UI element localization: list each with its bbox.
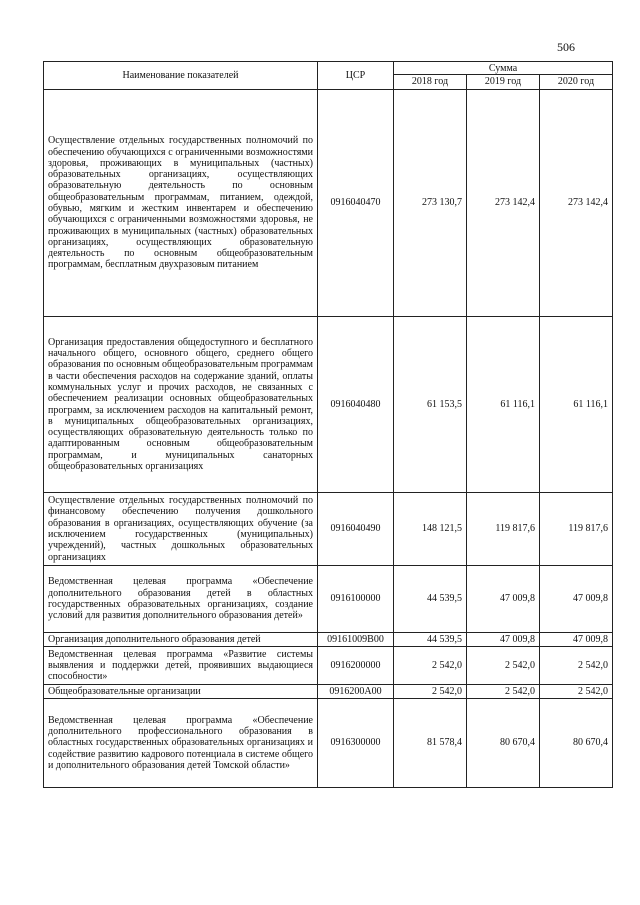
table-row xyxy=(44,90,613,317)
row-value-2018: 61 153,5 xyxy=(394,317,467,493)
row-csr: 0916300000 xyxy=(318,699,394,788)
row-csr: 09161009В00 xyxy=(318,633,394,647)
row-name: Общеобразовательные организации xyxy=(44,685,318,699)
row-value-2019: 47 009,8 xyxy=(467,633,540,647)
table-row xyxy=(44,317,613,493)
header-year-2019: 2019 год xyxy=(467,75,540,90)
header-sum: Сумма xyxy=(394,62,613,75)
row-value-2019: 61 116,1 xyxy=(467,317,540,493)
row-name: Организация предоставления общедоступного и бесплатного начального общего, основного общего, среднего общего образования по основным общеобразовательным программам в части обеспечения расходов на содержание зданий, оплаты коммунальных услуг и прочих расходов, не связанных с обеспечением реализации основных общеобразовательных программ, за исключением расходов на капитальный ремонт, в муниципальных общеобразовательных организациях, осуществляющих образовательную деятельность только по адаптированным основным общеобразовательным программам, и муниципальных санаторных общеобразовательных организациях xyxy=(44,317,318,493)
row-value-2020: 47 009,8 xyxy=(540,566,613,633)
row-value-2019: 2 542,0 xyxy=(467,647,540,685)
row-value-2018: 81 578,4 xyxy=(394,699,467,788)
row-value-2019: 47 009,8 xyxy=(467,566,540,633)
header-name: Наименование показателей xyxy=(44,62,318,90)
row-name: Осуществление отдельных государственных полномочий по обеспечению обучающихся с ограниченными возможностями здоровья, проживающих в муниципальных (частных) образовательных организациях, осуществляющих образовательную деятельность по основным общеобразовательным программам, питанием, одеждой, обувью, мягким и жестким инвентарем и обеспечению обучающихся с ограниченными возможностями здоровья, не проживающих в муниципальных (частных) образовательных организациях, осуществляющих образовательную деятельность по основным общеобразовательным программам, бесплатным двухразовым питанием xyxy=(44,90,318,317)
row-value-2018: 44 539,5 xyxy=(394,566,467,633)
table-header xyxy=(44,62,613,90)
header-year-2018: 2018 год xyxy=(394,75,467,90)
row-value-2018: 148 121,5 xyxy=(394,493,467,566)
row-value-2018: 2 542,0 xyxy=(394,647,467,685)
row-csr: 0916040490 xyxy=(318,493,394,566)
row-value-2019: 119 817,6 xyxy=(467,493,540,566)
row-value-2020: 61 116,1 xyxy=(540,317,613,493)
table-row xyxy=(44,493,613,566)
budget-table xyxy=(43,61,613,788)
row-csr: 0916200А00 xyxy=(318,685,394,699)
row-name: Организация дополнительного образования детей xyxy=(44,633,318,647)
row-csr: 0916200000 xyxy=(318,647,394,685)
row-value-2019: 80 670,4 xyxy=(467,699,540,788)
table-row xyxy=(44,633,613,647)
row-value-2019: 273 142,4 xyxy=(467,90,540,317)
row-value-2020: 273 142,4 xyxy=(540,90,613,317)
row-value-2019: 2 542,0 xyxy=(467,685,540,699)
row-value-2020: 119 817,6 xyxy=(540,493,613,566)
row-csr: 0916040470 xyxy=(318,90,394,317)
row-value-2020: 2 542,0 xyxy=(540,685,613,699)
row-csr: 0916040480 xyxy=(318,317,394,493)
row-value-2020: 47 009,8 xyxy=(540,633,613,647)
row-name: Осуществление отдельных государственных полномочий по финансовому обеспечению получения дошкольного образования в организациях, осуществляющих обучение (за исключением государственных (муниципальных) учреждений), частных дошкольных образовательных организациях xyxy=(44,493,318,566)
table-row xyxy=(44,699,613,788)
table-row xyxy=(44,647,613,685)
row-value-2020: 2 542,0 xyxy=(540,647,613,685)
row-value-2018: 273 130,7 xyxy=(394,90,467,317)
table-row xyxy=(44,685,613,699)
page-number: 506 xyxy=(557,40,575,54)
header-csr: ЦСР xyxy=(318,62,394,90)
table-row xyxy=(44,566,613,633)
row-csr: 0916100000 xyxy=(318,566,394,633)
row-value-2018: 2 542,0 xyxy=(394,685,467,699)
row-value-2018: 44 539,5 xyxy=(394,633,467,647)
row-name: Ведомственная целевая программа «Обеспечение дополнительного образования детей в областных государственных образовательных организациях, создание условий для развития дополнительного образования детей» xyxy=(44,566,318,633)
row-name: Ведомственная целевая программа «Обеспечение дополнительного профессионального образования в областных государственных образовательных организациях и содействие развитию кадрового потенциала в системе общего и дополнительного образования детей Томской области» xyxy=(44,699,318,788)
header-year-2020: 2020 год xyxy=(540,75,613,90)
row-value-2020: 80 670,4 xyxy=(540,699,613,788)
row-name: Ведомственная целевая программа «Развитие системы выявления и поддержки детей, проявивших выдающиеся способности» xyxy=(44,647,318,685)
